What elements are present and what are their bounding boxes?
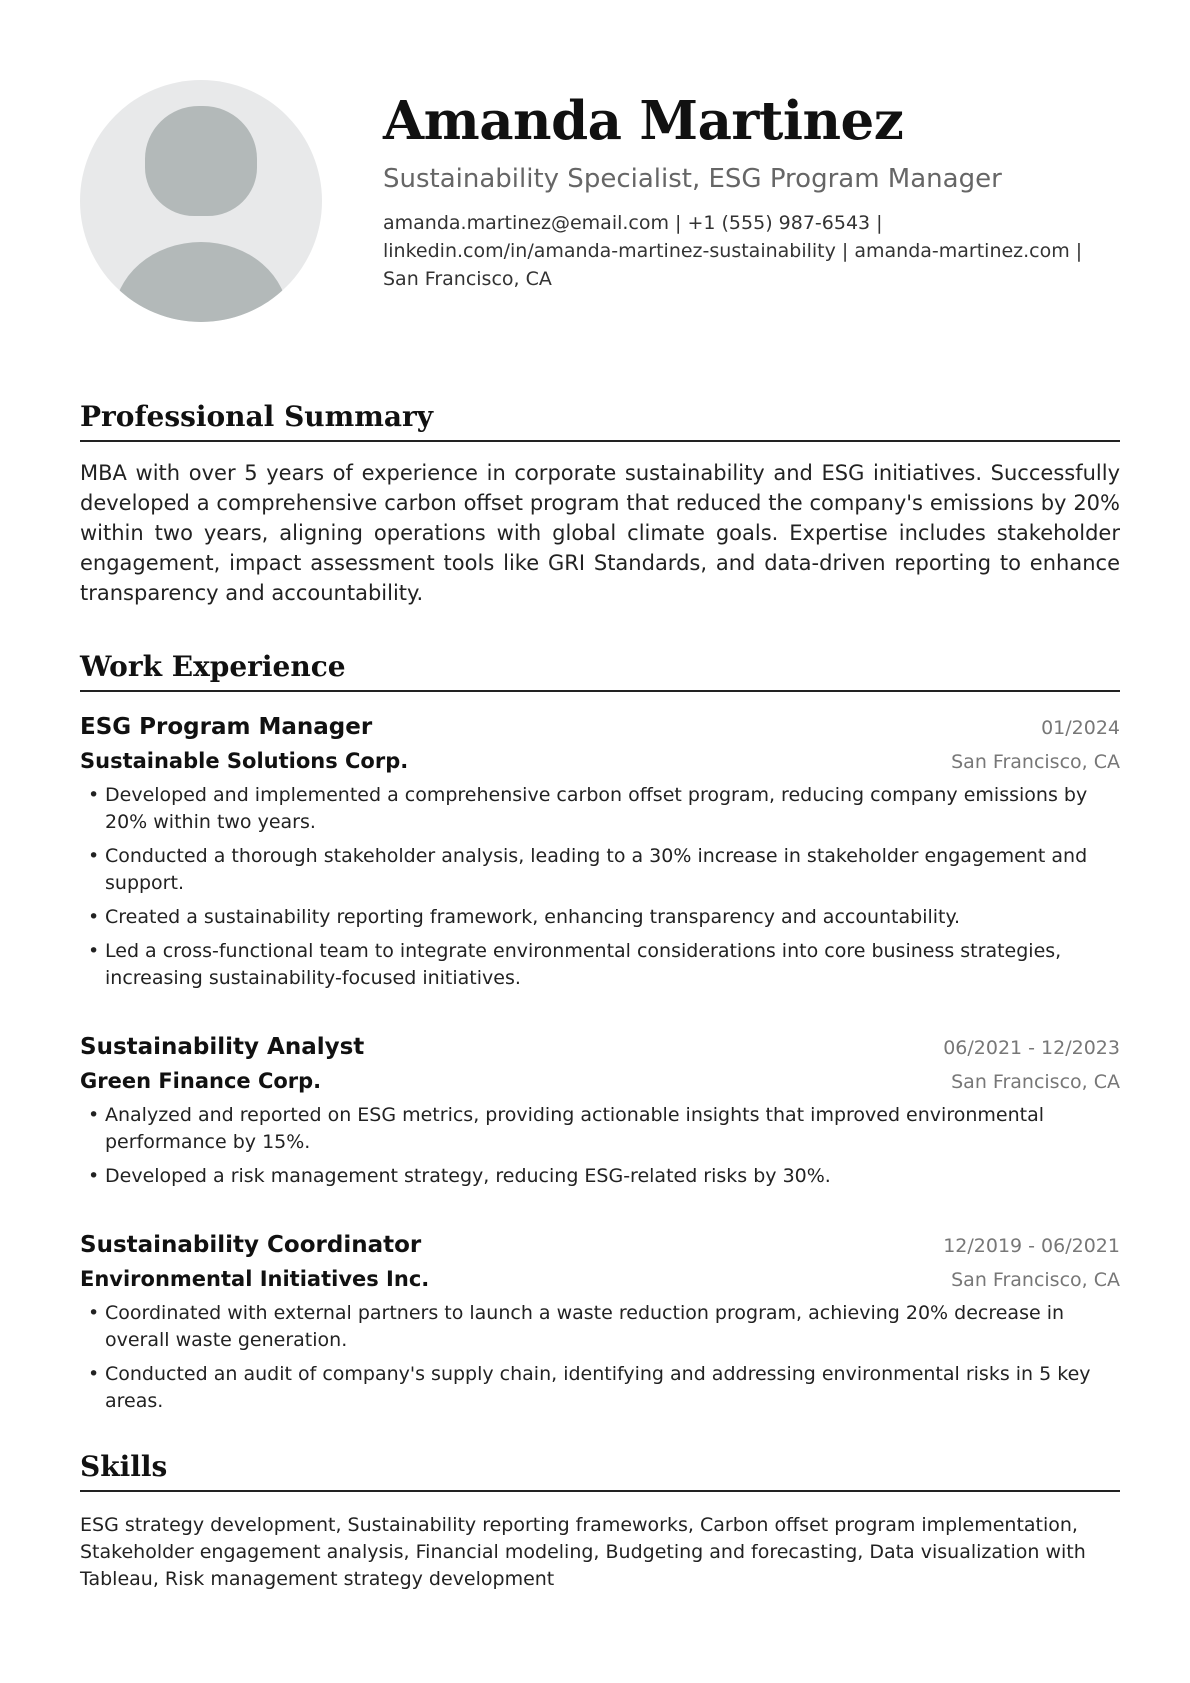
bullet-item: • Developed a risk management strategy, reducing ESG-related risks by 30%. — [80, 1163, 1120, 1190]
bullet-item: • Conducted an audit of company's supply chain, identifying and addressing environmental risks in 5 key areas. — [80, 1361, 1120, 1415]
bullet-item: • Conducted a thorough stakeholder analysis, leading to a 30% increase in stakeholder engagement and support. — [80, 843, 1120, 897]
job-entry — [80, 1030, 1120, 1190]
summary-text: MBA with over 5 years of experience in corporate sustainability and ESG initiatives. Successfully developed a comprehensive carbon offset program that reduced the company's emissions by 20% within two years, aligning operations with global climate goals. Expertise includes stakeholder engagement, impact assessment tools like GRI Standards, and data-driven reporting to enhance transparency and accountability. — [80, 460, 1120, 605]
contact-line: amanda.martinez@email.com | +1 (555) 987-6543 | linkedin.com/in/amanda-martinez-sustainability | amanda-martinez.com | San Francisco, CA — [383, 211, 1083, 290]
job-role: Sustainability Coordinator — [80, 1231, 422, 1258]
job-company: Environmental Initiatives Inc. — [80, 1266, 430, 1291]
job-location: San Francisco, CA — [951, 1268, 1120, 1291]
job-role: ESG Program Manager — [80, 713, 373, 740]
avatar-placeholder — [80, 80, 322, 322]
summary-heading: Professional Summary — [80, 400, 1120, 442]
avatar-head-shape — [145, 106, 257, 216]
job-entry — [80, 710, 1120, 992]
candidate-name: Amanda Martinez — [383, 90, 904, 152]
bullet-item: • Created a sustainability reporting framework, enhancing transparency and accountability. — [80, 904, 1120, 931]
job-role: Sustainability Analyst — [80, 1033, 365, 1060]
avatar-body-shape — [114, 242, 288, 322]
job-location: San Francisco, CA — [951, 750, 1120, 773]
experience-section — [80, 650, 1120, 1422]
experience-heading: Work Experience — [80, 650, 1120, 692]
summary-section — [80, 400, 1120, 608]
job-bullets — [80, 1102, 1120, 1190]
job-company: Green Finance Corp. — [80, 1068, 322, 1093]
skills-heading: Skills — [80, 1450, 1120, 1492]
resume-header — [383, 90, 1120, 293]
job-dates: 01/2024 — [1041, 716, 1120, 739]
bullet-item: • Developed and implemented a comprehensive carbon offset program, reducing company emissions by 20% within two years. — [80, 782, 1120, 836]
job-dates: 06/2021 - 12/2023 — [943, 1036, 1120, 1059]
job-dates: 12/2019 - 06/2021 — [943, 1234, 1120, 1257]
job-bullets — [80, 782, 1120, 992]
job-entry — [80, 1228, 1120, 1415]
bullet-item: • Led a cross-functional team to integrate environmental considerations into core business strategies, increasing sustainability-focused initiatives. — [80, 938, 1120, 992]
bullet-item: • Coordinated with external partners to launch a waste reduction program, achieving 20% decrease in overall waste generation. — [80, 1300, 1120, 1354]
job-company: Sustainable Solutions Corp. — [80, 748, 409, 773]
candidate-title: Sustainability Specialist, ESG Program Manager — [383, 163, 1002, 194]
job-bullets — [80, 1300, 1120, 1415]
job-location: San Francisco, CA — [951, 1070, 1120, 1093]
bullet-item: • Analyzed and reported on ESG metrics, providing actionable insights that improved environmental performance by 15%. — [80, 1102, 1120, 1156]
skills-text: ESG strategy development, Sustainability reporting frameworks, Carbon offset program implementation, Stakeholder engagement analysis, Financial modeling, Budgeting and forecasting, Data visualization with Tableau, Risk management strategy development — [80, 1513, 1086, 1590]
skills-section — [80, 1450, 1120, 1593]
